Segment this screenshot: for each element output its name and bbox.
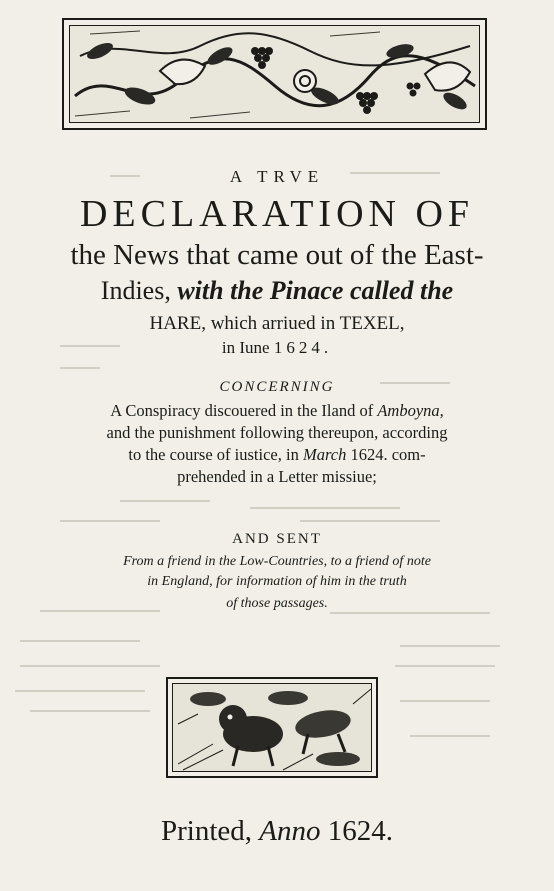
from-line-2: in England, for information of him in the truth (147, 574, 407, 589)
title-line-indies-roman: Indies, (100, 276, 178, 305)
heading-declaration: DECLARATION OF (79, 193, 475, 235)
imprint-year: 1624. (320, 815, 393, 847)
imprint-anno: Anno (259, 815, 321, 847)
body-line-3-italic: March (302, 445, 347, 464)
title-line-june-pre: in Iune (221, 338, 274, 357)
from-line-1: From a friend in the Low-Countries, to a friend of note (123, 554, 431, 569)
body-line-4: prehended in a Letter missiue; (177, 467, 377, 486)
title-line-news: the News that came out of the East- (70, 239, 484, 271)
body-line-2: and the punishment following thereupon, according (106, 423, 448, 442)
title-line-hare: HARE, which arriued in TEXEL, (149, 313, 405, 334)
concerning-heading: CONCERNING (219, 379, 335, 395)
body-line-3-roman: to the course of iustice, in (128, 445, 303, 464)
heading-a-trve: A TRVE (229, 167, 325, 186)
body-line-3-rest: 1624. com- (346, 445, 426, 464)
imprint-printed: Printed, (161, 815, 260, 847)
body-line-1-roman: A Conspiracy discouered in the Iland of (110, 401, 378, 420)
body-line-1-italic: Amboyna, (377, 401, 444, 420)
title-line-indies-italic: with the Pinace called the (177, 276, 454, 305)
title-line-june-year: 1624. (273, 338, 333, 357)
and-sent-heading: AND SENT (232, 531, 322, 547)
from-line-3: of those passages. (226, 596, 328, 611)
